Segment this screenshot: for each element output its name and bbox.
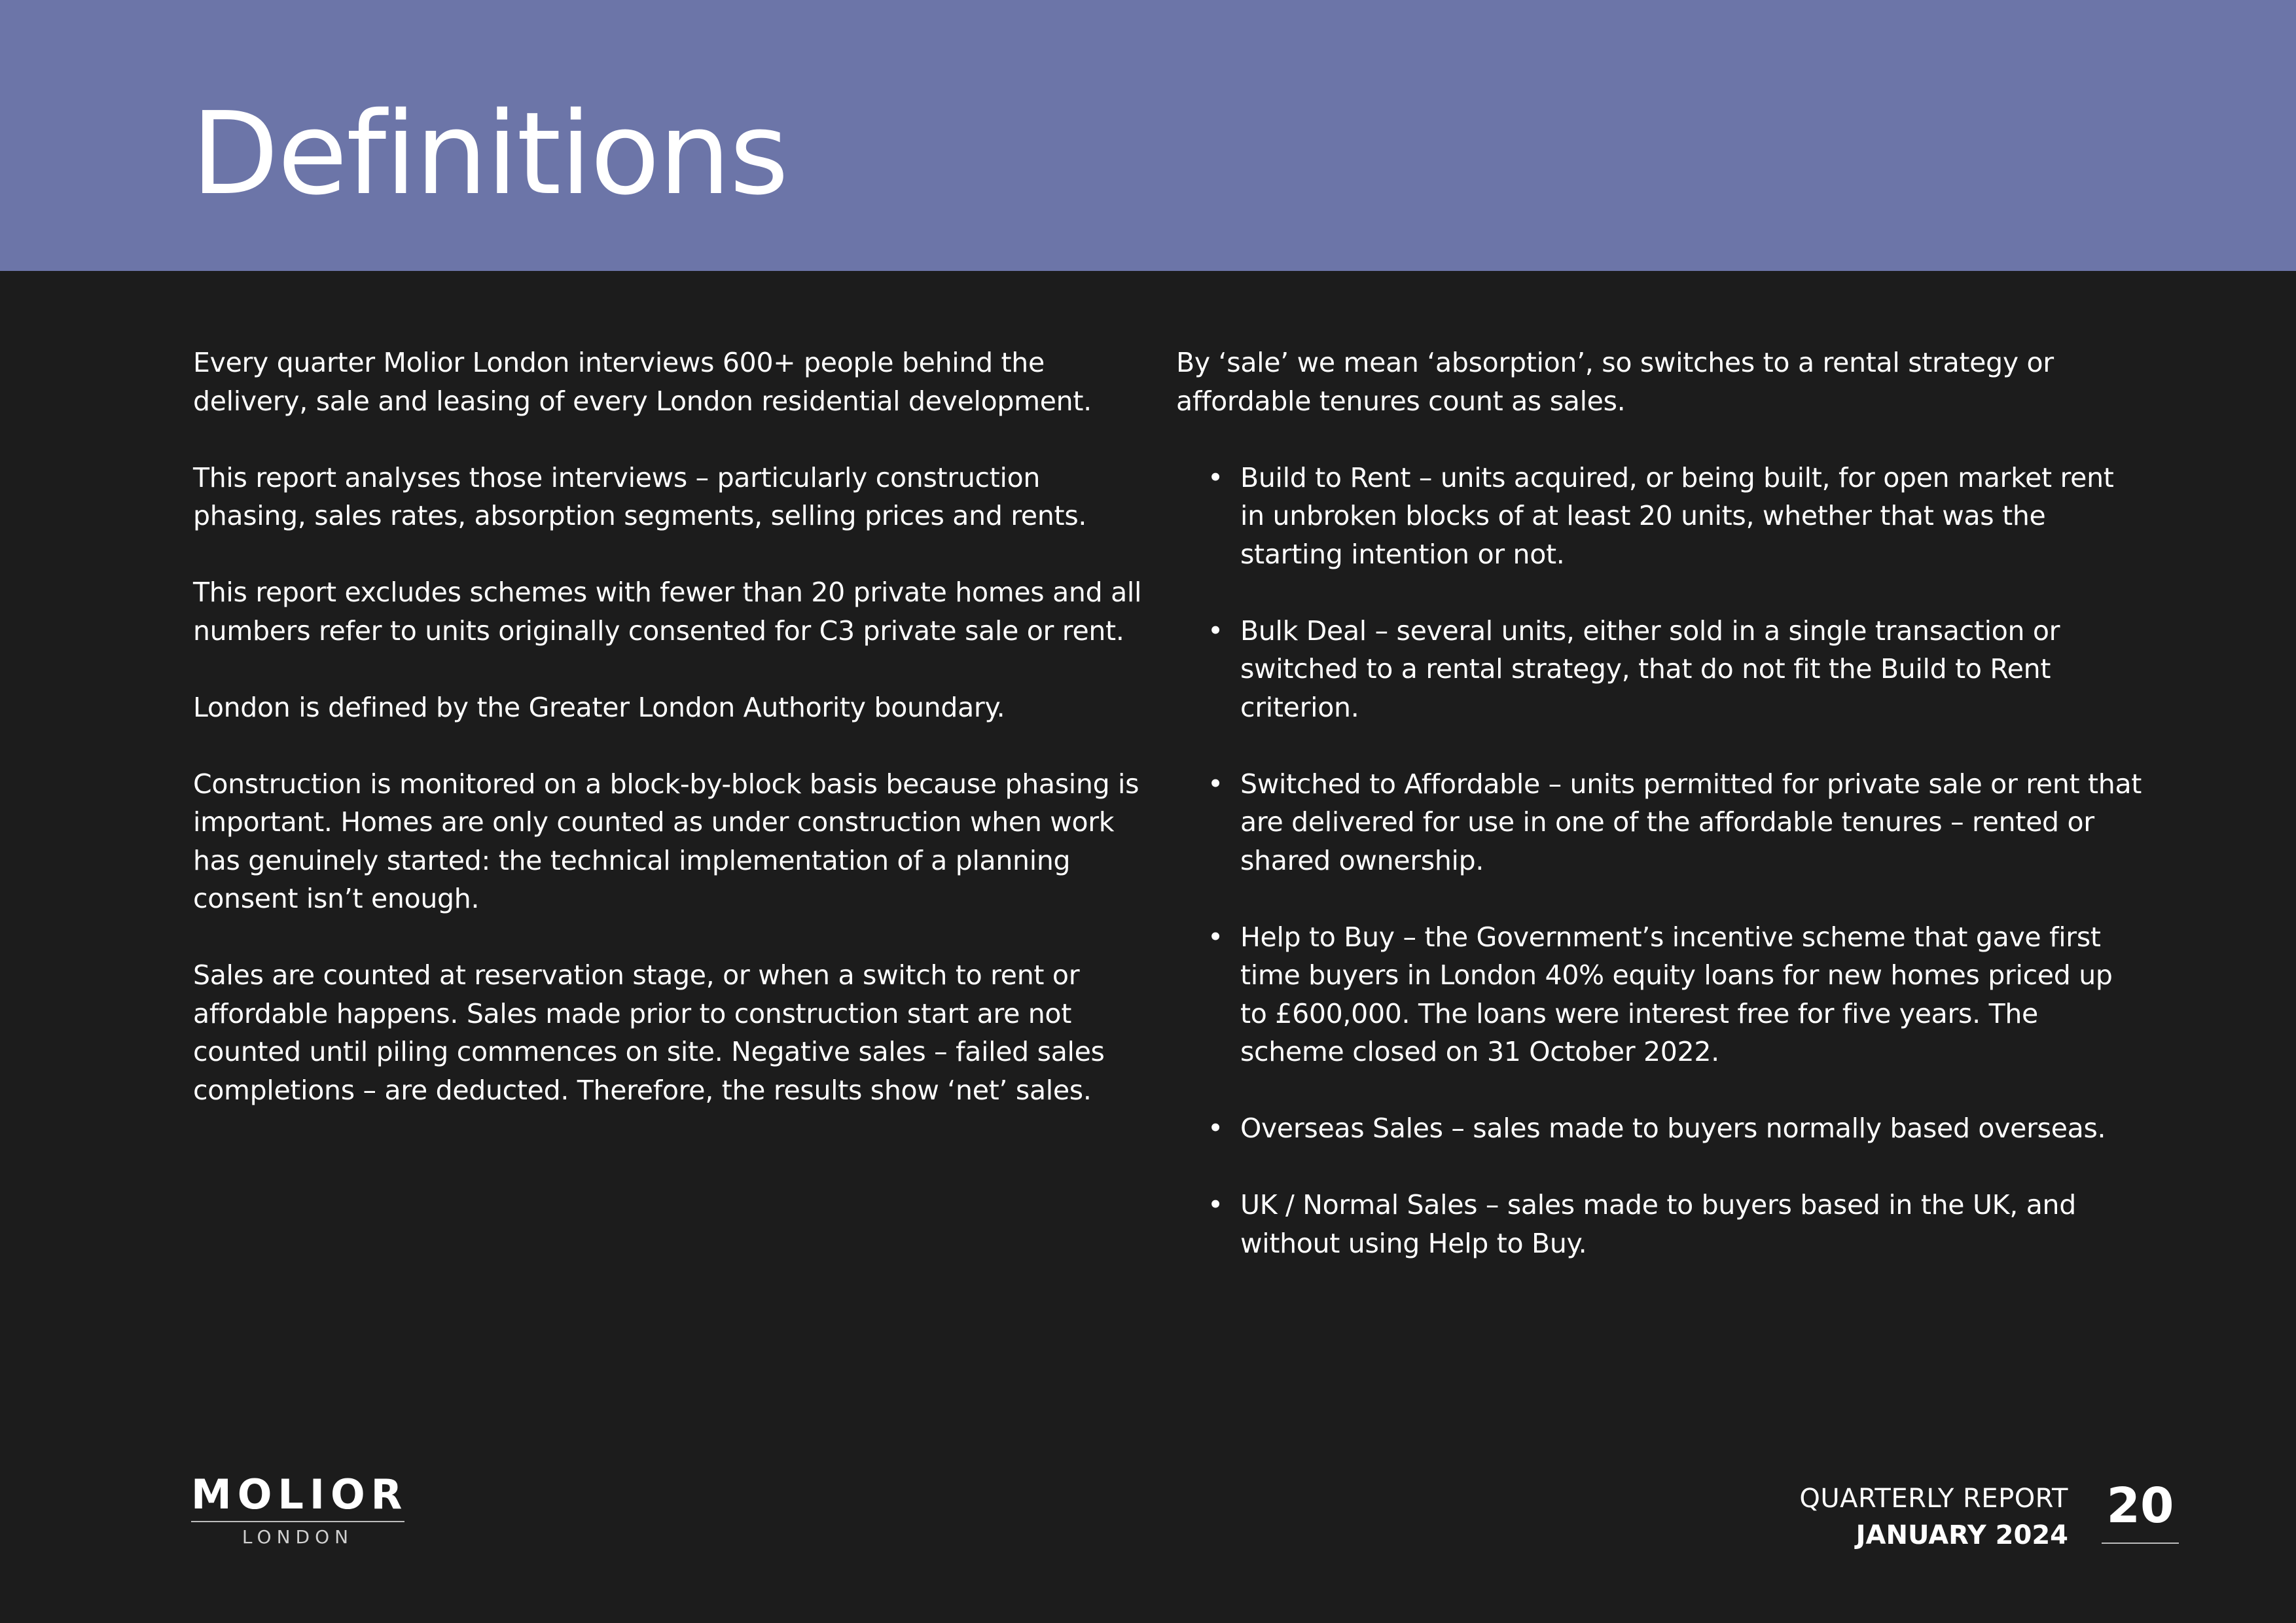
list-item-text: Help to Buy – the Government’s incentive scheme that gave first time buyers in London 40% equity loans for new homes priced up to £600,000. The loans were interest free for five years. The scheme closed on 31 October 2022. bbox=[1240, 921, 2113, 1067]
bullet-icon: • bbox=[1208, 768, 1223, 800]
report-date: JANUARY 2024 bbox=[1856, 1520, 2068, 1550]
logo-wordmark: MOLIOR bbox=[191, 1471, 408, 1518]
list-item-build-to-rent bbox=[1176, 459, 2145, 574]
bullet-icon: • bbox=[1208, 461, 1223, 493]
list-item-text: Build to Rent – units acquired, or being built, for open market rent in unbroken blocks of at least 20 units, whether that was the starting intention or not. bbox=[1240, 461, 2114, 570]
bullet-icon: • bbox=[1208, 1113, 1223, 1144]
list-item-text: UK / Normal Sales – sales made to buyers based in the UK, and without using Help to Buy. bbox=[1240, 1189, 2076, 1259]
list-item-text: Switched to Affordable – units permitted for private sale or rent that are delivered for use in one of the affordable tenures – rented or shared ownership. bbox=[1240, 768, 2142, 876]
list-item-help-to-buy bbox=[1176, 918, 2145, 1071]
bullet-icon: • bbox=[1208, 921, 1223, 953]
list-item-bulk-deal bbox=[1176, 612, 2145, 727]
page-number-underline bbox=[2102, 1543, 2179, 1544]
paragraph-sale-definition: By ‘sale’ we mean ‘absorption’, so switches to a rental strategy or affordable tenures count as sales. bbox=[1176, 347, 2054, 417]
list-item-switched-to-affordable bbox=[1176, 765, 2145, 880]
paragraph-analysis: This report analyses those interviews – particularly construction phasing, sales rates, absorption segments, selling prices and rents. bbox=[193, 461, 1087, 531]
paragraph-sales-counting: Sales are counted at reservation stage, or when a switch to rent or affordable happens. Sales made prior to construction start are not counted until piling commences on site. Negative sales – failed sales completions – are deducted. Therefore, the results show ‘net’ sales. bbox=[193, 959, 1105, 1106]
report-label bbox=[1799, 1480, 2068, 1554]
list-item-uk-normal-sales bbox=[1176, 1186, 2145, 1262]
paragraph-london-definition: London is defined by the Greater London Authority boundary. bbox=[193, 691, 1005, 723]
header-band bbox=[0, 0, 2296, 271]
paragraph-interviews: Every quarter Molior London interviews 600+ people behind the delivery, sale and leasing of every London residential development. bbox=[193, 347, 1092, 417]
page-title: Definitions bbox=[191, 88, 788, 221]
list-item-text: Bulk Deal – several units, either sold in a single transaction or switched to a rental strategy, that do not fit the Build to Rent criterion. bbox=[1240, 615, 2060, 723]
list-item-overseas-sales bbox=[1176, 1109, 2145, 1148]
bullet-icon: • bbox=[1208, 615, 1223, 647]
paragraph-exclusions: This report excludes schemes with fewer than 20 private homes and all numbers refer to units originally consented for C3 private sale or rent. bbox=[193, 577, 1142, 647]
page-number: 20 bbox=[2106, 1478, 2174, 1534]
paragraph-construction: Construction is monitored on a block-by-block basis because phasing is important. Homes are only counted as under construction when work has genuinely started: the technical implementation of a planning consent isn’t enough. bbox=[193, 768, 1139, 914]
logo-subtitle: LONDON bbox=[242, 1526, 354, 1548]
bullet-icon: • bbox=[1208, 1189, 1223, 1221]
list-item-text: Overseas Sales – sales made to buyers normally based overseas. bbox=[1240, 1113, 2106, 1144]
definitions-list bbox=[1176, 459, 2145, 1263]
right-column bbox=[1176, 344, 2145, 1301]
left-column bbox=[193, 344, 1149, 1148]
molior-london-logo bbox=[191, 1471, 408, 1548]
report-type: QUARTERLY REPORT bbox=[1799, 1484, 2068, 1514]
logo-divider bbox=[191, 1521, 404, 1522]
